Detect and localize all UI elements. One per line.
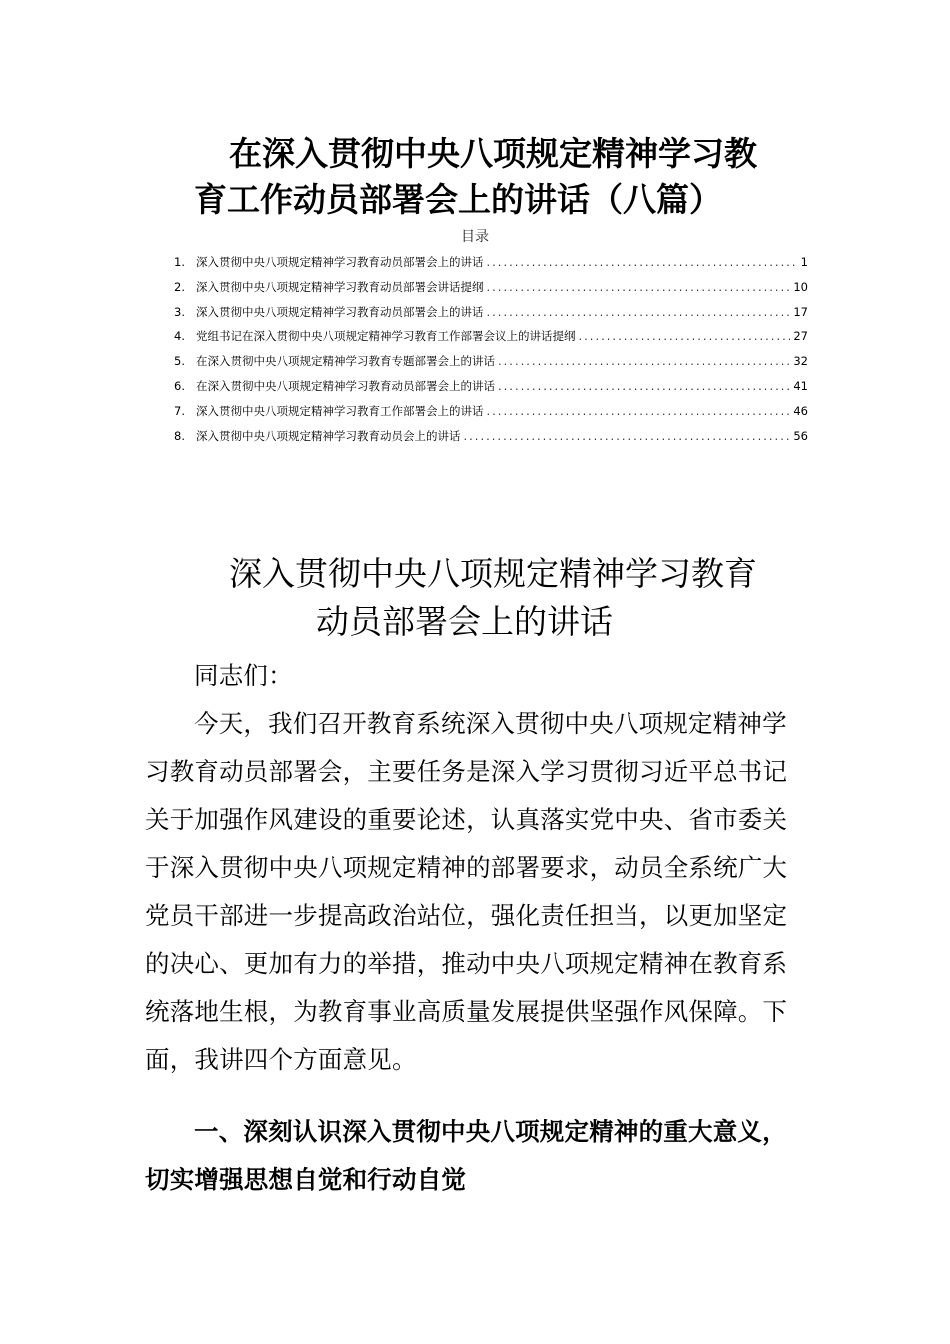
toc-entry-number: 8.	[174, 428, 185, 443]
toc-entry-number: 3.	[174, 304, 185, 319]
toc-entry-page: 41	[793, 378, 808, 393]
body-paragraph: 今天，我们召开教育系统深入贯彻中央八项规定精神学习教育动员部署会，主要任务是深入学习贯彻习近平总书记关于加强作风建设的重要论述，认真落实党中央、省市委关于深入贯彻中央八项规定精神的部署要求，动员全系统广大党员干部进一步提高政治站位，强化责任担当，以更加坚定的决心、更加有力的举措，推动中央八项规定精神在教育系统落地生根，为教育事业高质量发展提供坚强作风保障。下面，我讲四个方面意见。	[145, 709, 788, 1074]
toc-heading: 目录	[461, 229, 489, 245]
toc-entry-page: 27	[793, 329, 808, 344]
toc-entry-title: 深入贯彻中央八项规定精神学习教育动员部署会上的讲话	[196, 304, 484, 319]
toc-dot-leader	[487, 302, 791, 322]
toc-entry[interactable]	[174, 252, 808, 277]
toc-entry-title: 在深入贯彻中央八项规定精神学习教育专题部署会上的讲话	[196, 354, 495, 369]
toc-entry-page: 56	[793, 428, 808, 443]
greeting: 同志们：	[194, 661, 293, 690]
document-title-line-1: 在深入贯彻中央八项规定精神学习教	[229, 134, 757, 173]
toc-entry[interactable]	[174, 376, 808, 401]
toc-entry[interactable]	[174, 401, 808, 426]
speech-title-line-1: 深入贯彻中央八项规定精神学习教育	[229, 554, 757, 593]
toc-entry-page: 46	[793, 403, 808, 418]
toc-entry-page: 17	[793, 304, 808, 319]
toc-entry-number: 6.	[174, 378, 185, 393]
section-heading: 一、深刻认识深入贯彻中央八项规定精神的重大意义，切实增强思想自觉和行动自觉	[145, 1117, 787, 1194]
toc-dot-leader	[579, 326, 791, 346]
table-of-contents	[174, 252, 808, 450]
toc-entry-title: 党组书记在深入贯彻中央八项规定精神学习教育工作部署会议上的讲话提纲	[196, 329, 576, 344]
toc-dot-leader	[498, 351, 790, 371]
toc-dot-leader	[464, 426, 791, 446]
toc-entry[interactable]	[174, 351, 808, 376]
toc-entry-title: 深入贯彻中央八项规定精神学习教育动员会上的讲话	[196, 428, 461, 443]
toc-entry-number: 5.	[174, 354, 185, 369]
toc-entry-title: 在深入贯彻中央八项规定精神学习教育动员部署会上的讲话	[196, 378, 495, 393]
toc-entry-number: 4.	[174, 329, 185, 344]
toc-entry-number: 2.	[174, 279, 185, 294]
toc-entry-page: 1	[800, 255, 808, 269]
toc-entry-page: 10	[793, 279, 808, 294]
toc-entry[interactable]	[174, 326, 808, 351]
toc-entry-title: 深入贯彻中央八项规定精神学习教育动员部署会上的讲话	[196, 255, 484, 269]
document-title-line-2: 育工作动员部署会上的讲话（八篇）	[194, 180, 722, 219]
toc-entry[interactable]	[174, 426, 808, 451]
toc-dot-leader	[487, 277, 791, 297]
toc-dot-leader	[487, 401, 791, 421]
toc-entry[interactable]	[174, 277, 808, 302]
toc-dot-leader	[487, 252, 798, 272]
toc-entry-number: 7.	[174, 403, 185, 418]
speech-title-line-2: 动员部署会上的讲话	[316, 602, 613, 641]
toc-dot-leader	[498, 376, 790, 396]
toc-entry-number: 1.	[174, 255, 185, 269]
toc-entry-page: 32	[793, 354, 808, 369]
toc-entry-title: 深入贯彻中央八项规定精神学习教育工作部署会上的讲话	[196, 403, 484, 418]
toc-entry-title: 深入贯彻中央八项规定精神学习教育动员部署会讲话提纲	[196, 279, 484, 294]
toc-entry[interactable]	[174, 302, 808, 327]
